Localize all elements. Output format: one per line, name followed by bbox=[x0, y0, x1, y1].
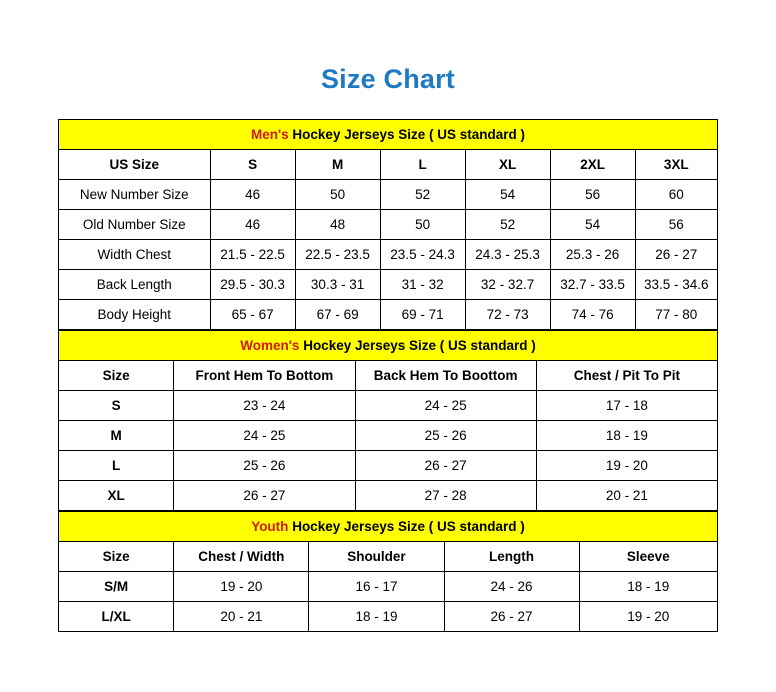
table-row bbox=[59, 572, 718, 602]
youth-row-1-col-1: 20 - 21 bbox=[174, 602, 309, 632]
youth-row-0-col-3: 24 - 26 bbox=[444, 572, 579, 602]
youth-row-1-col-4: 19 - 20 bbox=[579, 602, 717, 632]
mens-head-0: US Size bbox=[59, 150, 211, 180]
mens-row-3-col-4: 32 - 32.7 bbox=[465, 270, 550, 300]
mens-row-2-label: Width Chest bbox=[59, 240, 211, 270]
table-row bbox=[59, 361, 718, 391]
womens-row-0-col-2: 24 - 25 bbox=[355, 391, 536, 421]
table-row bbox=[59, 300, 718, 330]
page-title: Size Chart bbox=[320, 64, 456, 94]
mens-row-3-label: Back Length bbox=[59, 270, 211, 300]
table-row bbox=[59, 270, 718, 300]
table-row bbox=[59, 451, 718, 481]
youth-head-2: Shoulder bbox=[309, 542, 444, 572]
mens-head-4: XL bbox=[465, 150, 550, 180]
womens-row-1-col-2: 25 - 26 bbox=[355, 421, 536, 451]
mens-row-0-col-1: 46 bbox=[210, 180, 295, 210]
mens-row-0-col-2: 50 bbox=[295, 180, 380, 210]
womens-row-3-col-1: 26 - 27 bbox=[174, 481, 355, 511]
womens-head-1: Front Hem To Bottom bbox=[174, 361, 355, 391]
mens-banner-rest: Hockey Jerseys Size ( US standard ) bbox=[288, 127, 526, 142]
table-row bbox=[59, 421, 718, 451]
youth-head-3: Length bbox=[444, 542, 579, 572]
table-row bbox=[59, 391, 718, 421]
womens-row-2-col-3: 19 - 20 bbox=[536, 451, 717, 481]
mens-row-1-col-4: 52 bbox=[465, 210, 550, 240]
womens-row-0-label: S bbox=[59, 391, 174, 421]
youth-banner-cell bbox=[59, 512, 718, 542]
youth-banner-row bbox=[59, 512, 718, 542]
mens-head-1: S bbox=[210, 150, 295, 180]
youth-row-1-col-3: 26 - 27 bbox=[444, 602, 579, 632]
youth-row-0-col-1: 19 - 20 bbox=[174, 572, 309, 602]
mens-row-0-label: New Number Size bbox=[59, 180, 211, 210]
mens-row-4-col-3: 69 - 71 bbox=[380, 300, 465, 330]
womens-row-0-col-1: 23 - 24 bbox=[174, 391, 355, 421]
mens-row-3-col-3: 31 - 32 bbox=[380, 270, 465, 300]
mens-row-2-col-4: 24.3 - 25.3 bbox=[465, 240, 550, 270]
mens-row-4-label: Body Height bbox=[59, 300, 211, 330]
youth-banner-rest: Hockey Jerseys Size ( US standard ) bbox=[288, 519, 525, 534]
mens-row-4-col-4: 72 - 73 bbox=[465, 300, 550, 330]
mens-row-2-col-1: 21.5 - 22.5 bbox=[210, 240, 295, 270]
mens-head-6: 3XL bbox=[635, 150, 717, 180]
mens-row-4-col-1: 65 - 67 bbox=[210, 300, 295, 330]
mens-row-1-col-2: 48 bbox=[295, 210, 380, 240]
mens-row-2-col-5: 25.3 - 26 bbox=[550, 240, 635, 270]
mens-row-0-col-4: 54 bbox=[465, 180, 550, 210]
womens-banner-cell bbox=[59, 331, 718, 361]
womens-row-1-col-1: 24 - 25 bbox=[174, 421, 355, 451]
table-row bbox=[59, 481, 718, 511]
youth-row-0-label: S/M bbox=[59, 572, 174, 602]
youth-head-4: Sleeve bbox=[579, 542, 717, 572]
womens-banner-row bbox=[59, 331, 718, 361]
mens-row-0-col-3: 52 bbox=[380, 180, 465, 210]
womens-row-2-label: L bbox=[59, 451, 174, 481]
womens-head-2: Back Hem To Boottom bbox=[355, 361, 536, 391]
youth-head-0: Size bbox=[59, 542, 174, 572]
table-row bbox=[59, 602, 718, 632]
womens-row-2-col-1: 25 - 26 bbox=[174, 451, 355, 481]
mens-row-0-col-6: 60 bbox=[635, 180, 717, 210]
table-row bbox=[59, 240, 718, 270]
tables-container bbox=[58, 119, 718, 632]
mens-size-table bbox=[58, 119, 718, 330]
table-row bbox=[59, 180, 718, 210]
mens-row-4-col-6: 77 - 80 bbox=[635, 300, 717, 330]
youth-size-table bbox=[58, 511, 718, 632]
womens-row-1-col-3: 18 - 19 bbox=[536, 421, 717, 451]
womens-row-1-label: M bbox=[59, 421, 174, 451]
mens-row-1-col-1: 46 bbox=[210, 210, 295, 240]
youth-row-1-col-2: 18 - 19 bbox=[309, 602, 444, 632]
womens-banner-rest: Hockey Jerseys Size ( US standard ) bbox=[299, 338, 536, 353]
mens-row-3-col-6: 33.5 - 34.6 bbox=[635, 270, 717, 300]
mens-head-3: L bbox=[380, 150, 465, 180]
womens-row-2-col-2: 26 - 27 bbox=[355, 451, 536, 481]
womens-head-3: Chest / Pit To Pit bbox=[536, 361, 717, 391]
womens-row-3-col-3: 20 - 21 bbox=[536, 481, 717, 511]
table-row bbox=[59, 542, 718, 572]
mens-row-3-col-5: 32.7 - 33.5 bbox=[550, 270, 635, 300]
youth-row-0-col-4: 18 - 19 bbox=[579, 572, 717, 602]
youth-row-0-col-2: 16 - 17 bbox=[309, 572, 444, 602]
mens-row-2-col-6: 26 - 27 bbox=[635, 240, 717, 270]
womens-row-3-col-2: 27 - 28 bbox=[355, 481, 536, 511]
womens-banner-accent: Women's bbox=[240, 338, 300, 353]
womens-head-0: Size bbox=[59, 361, 174, 391]
mens-row-1-col-5: 54 bbox=[550, 210, 635, 240]
womens-row-0-col-3: 17 - 18 bbox=[536, 391, 717, 421]
youth-head-1: Chest / Width bbox=[174, 542, 309, 572]
mens-banner-accent: Men's bbox=[250, 127, 289, 142]
youth-banner-accent: Youth bbox=[251, 519, 289, 534]
mens-row-0-col-5: 56 bbox=[550, 180, 635, 210]
youth-row-1-label: L/XL bbox=[59, 602, 174, 632]
womens-row-3-label: XL bbox=[59, 481, 174, 511]
mens-row-2-col-2: 22.5 - 23.5 bbox=[295, 240, 380, 270]
mens-banner-row bbox=[59, 120, 718, 150]
mens-row-4-col-5: 74 - 76 bbox=[550, 300, 635, 330]
mens-row-2-col-3: 23.5 - 24.3 bbox=[380, 240, 465, 270]
table-row bbox=[59, 150, 718, 180]
mens-row-1-col-3: 50 bbox=[380, 210, 465, 240]
mens-banner-cell bbox=[59, 120, 718, 150]
mens-head-5: 2XL bbox=[550, 150, 635, 180]
mens-row-4-col-2: 67 - 69 bbox=[295, 300, 380, 330]
mens-row-3-col-1: 29.5 - 30.3 bbox=[210, 270, 295, 300]
table-row bbox=[59, 210, 718, 240]
womens-size-table bbox=[58, 330, 718, 511]
mens-row-1-label: Old Number Size bbox=[59, 210, 211, 240]
mens-head-2: M bbox=[295, 150, 380, 180]
mens-row-3-col-2: 30.3 - 31 bbox=[295, 270, 380, 300]
mens-row-1-col-6: 56 bbox=[635, 210, 717, 240]
